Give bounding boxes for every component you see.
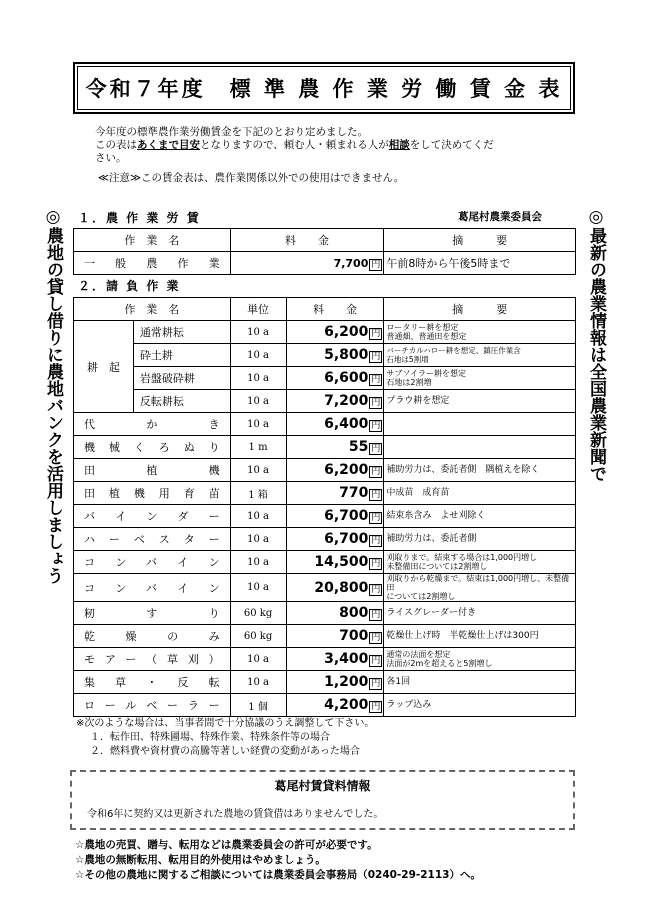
work-name: 一般農作業 — [74, 252, 231, 275]
unit: 60 kg — [230, 625, 286, 648]
unit: 10 a — [230, 528, 286, 551]
table-row — [74, 367, 576, 390]
emphasis-guideline: あくまで目安 — [137, 139, 200, 151]
table-row — [74, 252, 576, 275]
unit: 1 個 — [230, 694, 286, 717]
rental-info-text: 令和6年に契約又は更新された農地の賃貸借はありませんでした。 — [87, 809, 384, 820]
amount: 7,700 円 — [230, 252, 384, 275]
emphasis-consult: 相談 — [388, 139, 410, 151]
right-vertical-banner: ◎最新の農業情報は全国農業新聞で — [586, 207, 606, 482]
intro-line1: 今年度の標準農作業労働賃金を下記のとおり定めました。 — [95, 126, 368, 138]
work-name: 機械くろぬり — [74, 436, 231, 459]
amount: 6,700 円 — [286, 505, 384, 528]
amount: 6,400 円 — [286, 413, 384, 436]
amount: 6,600 円 — [286, 367, 384, 390]
section2-heading: ２．請 負 作 業 — [78, 279, 181, 293]
remarks: 刈取りから乾燥まで。結束は1,000円増し、未整備田 については2割増し — [384, 574, 576, 602]
header-work-name: 作 業 名 — [74, 229, 231, 252]
footer-line-1: ☆農地の売買、贈与、転用などは農業委員会の許可が必要です。 — [75, 839, 378, 851]
table-row — [74, 694, 576, 717]
work-name: 田植機 — [74, 459, 231, 482]
work-name: 岩盤破砕耕 — [133, 367, 230, 390]
amount: 6,200 円 — [286, 459, 384, 482]
remarks: 乾燥仕上げ時 半乾燥仕上げは300円 — [384, 625, 576, 648]
caution-text: ≪注意≫この賃金表は、農作業関係以外での使用はできません。 — [98, 172, 405, 184]
unit: 10 a — [230, 671, 286, 694]
work-name: モアー（草刈） — [74, 648, 231, 671]
amount: 800 円 — [286, 602, 384, 625]
table-row — [74, 671, 576, 694]
work-name: 集草・反転 — [74, 671, 231, 694]
yen-unit: 円 — [371, 656, 381, 666]
condition-item-2: ２．燃料費や資材費の高騰等著しい経費の変動があった場合 — [90, 746, 360, 757]
amount: 14,500 円 — [286, 551, 384, 574]
work-name: コンバイン — [74, 551, 231, 574]
intro — [95, 126, 565, 185]
remarks: ラップ込み — [384, 694, 576, 717]
amount: 20,800 円 — [286, 574, 384, 602]
yen-unit: 円 — [371, 467, 381, 477]
unit: 1 箱 — [230, 482, 286, 505]
amount: 3,400 円 — [286, 648, 384, 671]
labor-wage-table — [73, 228, 576, 275]
amount: 770 円 — [286, 482, 384, 505]
table-header-row — [74, 298, 576, 321]
conditions-lead: ※次のような場合は、当事者間で十分協議のうえ調整して下さい。 — [76, 718, 375, 729]
unit: 10 a — [230, 459, 286, 482]
table-row — [74, 413, 576, 436]
table-row — [74, 602, 576, 625]
unit: 10 a — [230, 344, 286, 367]
table-row — [74, 648, 576, 671]
amount: 7,200 円 — [286, 390, 384, 413]
table-header-row — [74, 229, 576, 252]
work-name: 通常耕耘 — [133, 321, 230, 344]
unit: 1 m — [230, 436, 286, 459]
intro-line3: さい。 — [95, 152, 127, 164]
table-row — [74, 574, 576, 602]
footer-line-3: ☆その他の農地に関するご相談については農業委員会事務局（0240-29-2113）へ。 — [75, 869, 481, 881]
amount: 700 円 — [286, 625, 384, 648]
work-name: コンバイン — [74, 574, 231, 602]
remarks: プラウ耕を想定 — [384, 390, 576, 413]
unit: 10 a — [230, 321, 286, 344]
yen-unit: 円 — [371, 702, 381, 712]
remarks: 通常の法面を想定 法面が2mを超えると5割増し — [384, 648, 576, 671]
header-remarks: 摘 要 — [384, 229, 576, 252]
yen-unit: 円 — [371, 259, 381, 270]
table-row — [74, 505, 576, 528]
remarks: ライスグレーダー付き — [384, 602, 576, 625]
header-amount: 料 金 — [230, 229, 384, 252]
footer-notes — [75, 838, 580, 883]
work-name: バインダー — [74, 505, 231, 528]
remarks: 午前8時から午後5時まで — [384, 252, 576, 275]
table-row — [74, 459, 576, 482]
header-unit: 単位 — [230, 298, 286, 321]
remarks: 結束糸含み よせ刈除く — [384, 505, 576, 528]
work-name: 田植機用育苗 — [74, 482, 231, 505]
work-name: 反転耕耘 — [133, 390, 230, 413]
remarks: 刈取りまで。結束する場合は1,000円増し 未整備田については2割増し — [384, 551, 576, 574]
remarks: 補助労力は、委託者側 隅植えを除く — [384, 459, 576, 482]
table-row — [74, 321, 576, 344]
yen-unit: 円 — [371, 513, 381, 523]
work-name: 砕土耕 — [133, 344, 230, 367]
left-vertical-banner: ◎農地の貸し借りに農地バンクを活用しましょう — [43, 207, 63, 584]
unit: 10 a — [230, 390, 286, 413]
rental-info-title: 葛尾村賃貸料情報 — [274, 779, 371, 793]
remarks: 補助労力は、委託者側 — [384, 528, 576, 551]
remarks: サブソイラー耕を想定 石地は2割増 — [384, 367, 576, 390]
yen-unit: 円 — [371, 679, 381, 689]
table-row — [74, 551, 576, 574]
conditions — [76, 717, 576, 759]
page-title: 令和７年度 標 準 農 作 業 労 働 賃 金 表 — [85, 77, 563, 101]
condition-item-1: １．転作田、特殊圃場、特殊作業、特殊条件等の場合 — [90, 732, 330, 743]
remarks: ロータリー耕を想定 普通畑、普通田を想定 — [384, 321, 576, 344]
table-row — [74, 528, 576, 551]
work-name: 籾すり — [74, 602, 231, 625]
work-name: 乾燥のみ — [74, 625, 231, 648]
contract-work-table — [73, 297, 576, 717]
section1-heading: １．農 作 業 労 賃 — [78, 211, 201, 225]
yen-unit: 円 — [371, 421, 381, 431]
unit: 10 a — [230, 413, 286, 436]
amount: 5,800 円 — [286, 344, 384, 367]
unit: 10 a — [230, 648, 286, 671]
unit: 10 a — [230, 574, 286, 602]
group-label-tillage: 耕 起 — [74, 321, 134, 413]
header-work-name: 作 業 名 — [74, 298, 231, 321]
unit: 60 kg — [230, 602, 286, 625]
organization-name: 葛尾村農業委員会 — [458, 211, 542, 223]
table-row — [74, 625, 576, 648]
rental-info-box — [70, 770, 575, 830]
work-name: 代かき — [74, 413, 231, 436]
table-row — [74, 482, 576, 505]
yen-unit: 円 — [371, 610, 381, 620]
amount: 6,200 円 — [286, 321, 384, 344]
yen-unit: 円 — [371, 633, 381, 643]
footer-line-2: ☆農地の無断転用、転用目的外使用はやめましょう。 — [75, 854, 326, 866]
work-name: ハーベスター — [74, 528, 231, 551]
title-box — [73, 62, 575, 114]
yen-unit: 円 — [371, 559, 381, 569]
unit: 10 a — [230, 505, 286, 528]
yen-unit: 円 — [371, 444, 381, 454]
work-name: ロールベーラー — [74, 694, 231, 717]
table-row — [74, 390, 576, 413]
yen-unit: 円 — [371, 490, 381, 500]
remarks: 中成苗 成育苗 — [384, 482, 576, 505]
remarks: 各1回 — [384, 671, 576, 694]
yen-unit: 円 — [371, 536, 381, 546]
remarks: バーチカルハロー耕を想定、鎮圧作業含 石地は5割増 — [384, 344, 576, 367]
table-row — [74, 344, 576, 367]
unit: 10 a — [230, 367, 286, 390]
remarks — [384, 436, 576, 459]
intro-line2: この表はあくまで目安となりますので、頼む人・頼まれる人が相談をして決めてくだ — [95, 139, 494, 151]
unit: 10 a — [230, 551, 286, 574]
table-row — [74, 436, 576, 459]
remarks — [384, 413, 576, 436]
amount: 55 円 — [286, 436, 384, 459]
amount: 4,200 円 — [286, 694, 384, 717]
amount: 1,200 円 — [286, 671, 384, 694]
yen-unit: 円 — [371, 584, 381, 595]
header-remarks: 摘 要 — [384, 298, 576, 321]
header-amount: 料 金 — [286, 298, 384, 321]
amount: 6,700 円 — [286, 528, 384, 551]
